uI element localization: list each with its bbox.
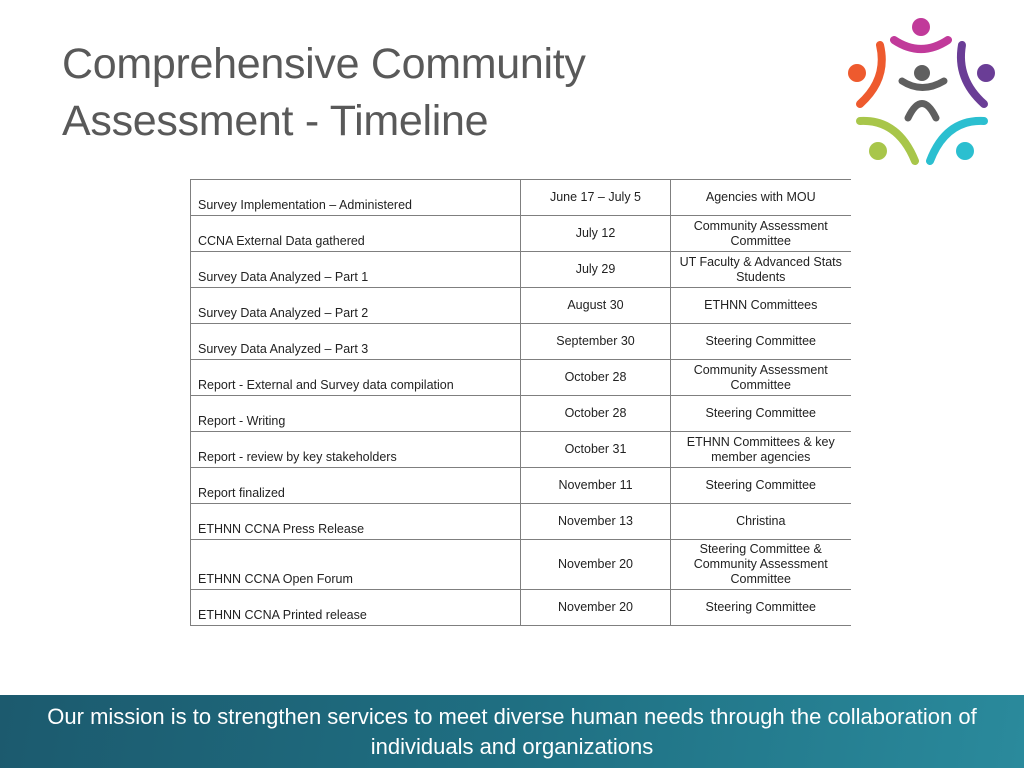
task-cell: CCNA External Data gathered: [191, 216, 521, 252]
owner-cell: Community Assessment Committee: [671, 360, 851, 396]
owner-cell: ETHNN Committees & key member agencies: [671, 432, 851, 468]
owner-cell: Steering Committee: [671, 468, 851, 504]
table-row: [191, 504, 851, 540]
owner-cell: Steering Committee: [671, 324, 851, 360]
table-row: [191, 540, 851, 590]
owner-cell: Agencies with MOU: [671, 180, 851, 216]
task-cell: Survey Data Analyzed – Part 1: [191, 252, 521, 288]
table-row: [191, 360, 851, 396]
page-title: [62, 36, 586, 150]
table-row: [191, 590, 851, 626]
table-row: [191, 432, 851, 468]
owner-cell: Christina: [671, 504, 851, 540]
table-row: [191, 180, 851, 216]
task-cell: Survey Data Analyzed – Part 2: [191, 288, 521, 324]
task-cell: ETHNN CCNA Open Forum: [191, 540, 521, 590]
table-row: [191, 288, 851, 324]
date-cell: October 28: [521, 396, 671, 432]
organization-logo-icon: [838, 14, 1008, 174]
owner-cell: Steering Committee: [671, 590, 851, 626]
title-line-1: Comprehensive Community: [62, 40, 586, 88]
task-cell: Survey Data Analyzed – Part 3: [191, 324, 521, 360]
task-cell: Report - Writing: [191, 396, 521, 432]
date-cell: October 31: [521, 432, 671, 468]
owner-cell: UT Faculty & Advanced Stats Students: [671, 252, 851, 288]
date-cell: October 28: [521, 360, 671, 396]
table-row: [191, 216, 851, 252]
mission-footer: Our mission is to strengthen services to meet diverse human needs through the collaboration of individuals and organizations: [0, 695, 1024, 768]
owner-cell: Steering Committee: [671, 396, 851, 432]
timeline-table: [190, 179, 851, 626]
owner-cell: Steering Committee & Community Assessment Committee: [671, 540, 851, 590]
task-cell: ETHNN CCNA Press Release: [191, 504, 521, 540]
table-row: [191, 252, 851, 288]
owner-cell: Community Assessment Committee: [671, 216, 851, 252]
table-row: [191, 468, 851, 504]
date-cell: November 13: [521, 504, 671, 540]
task-cell: Survey Implementation – Administered: [191, 180, 521, 216]
task-cell: Report - External and Survey data compilation: [191, 360, 521, 396]
task-cell: Report finalized: [191, 468, 521, 504]
date-cell: November 20: [521, 590, 671, 626]
date-cell: November 20: [521, 540, 671, 590]
date-cell: June 17 – July 5: [521, 180, 671, 216]
date-cell: July 12: [521, 216, 671, 252]
title-line-2: Assessment - Timeline: [62, 97, 489, 145]
date-cell: August 30: [521, 288, 671, 324]
task-cell: Report - review by key stakeholders: [191, 432, 521, 468]
table-row: [191, 324, 851, 360]
date-cell: November 11: [521, 468, 671, 504]
date-cell: September 30: [521, 324, 671, 360]
task-cell: ETHNN CCNA Printed release: [191, 590, 521, 626]
table-row: [191, 396, 851, 432]
date-cell: July 29: [521, 252, 671, 288]
owner-cell: ETHNN Committees: [671, 288, 851, 324]
